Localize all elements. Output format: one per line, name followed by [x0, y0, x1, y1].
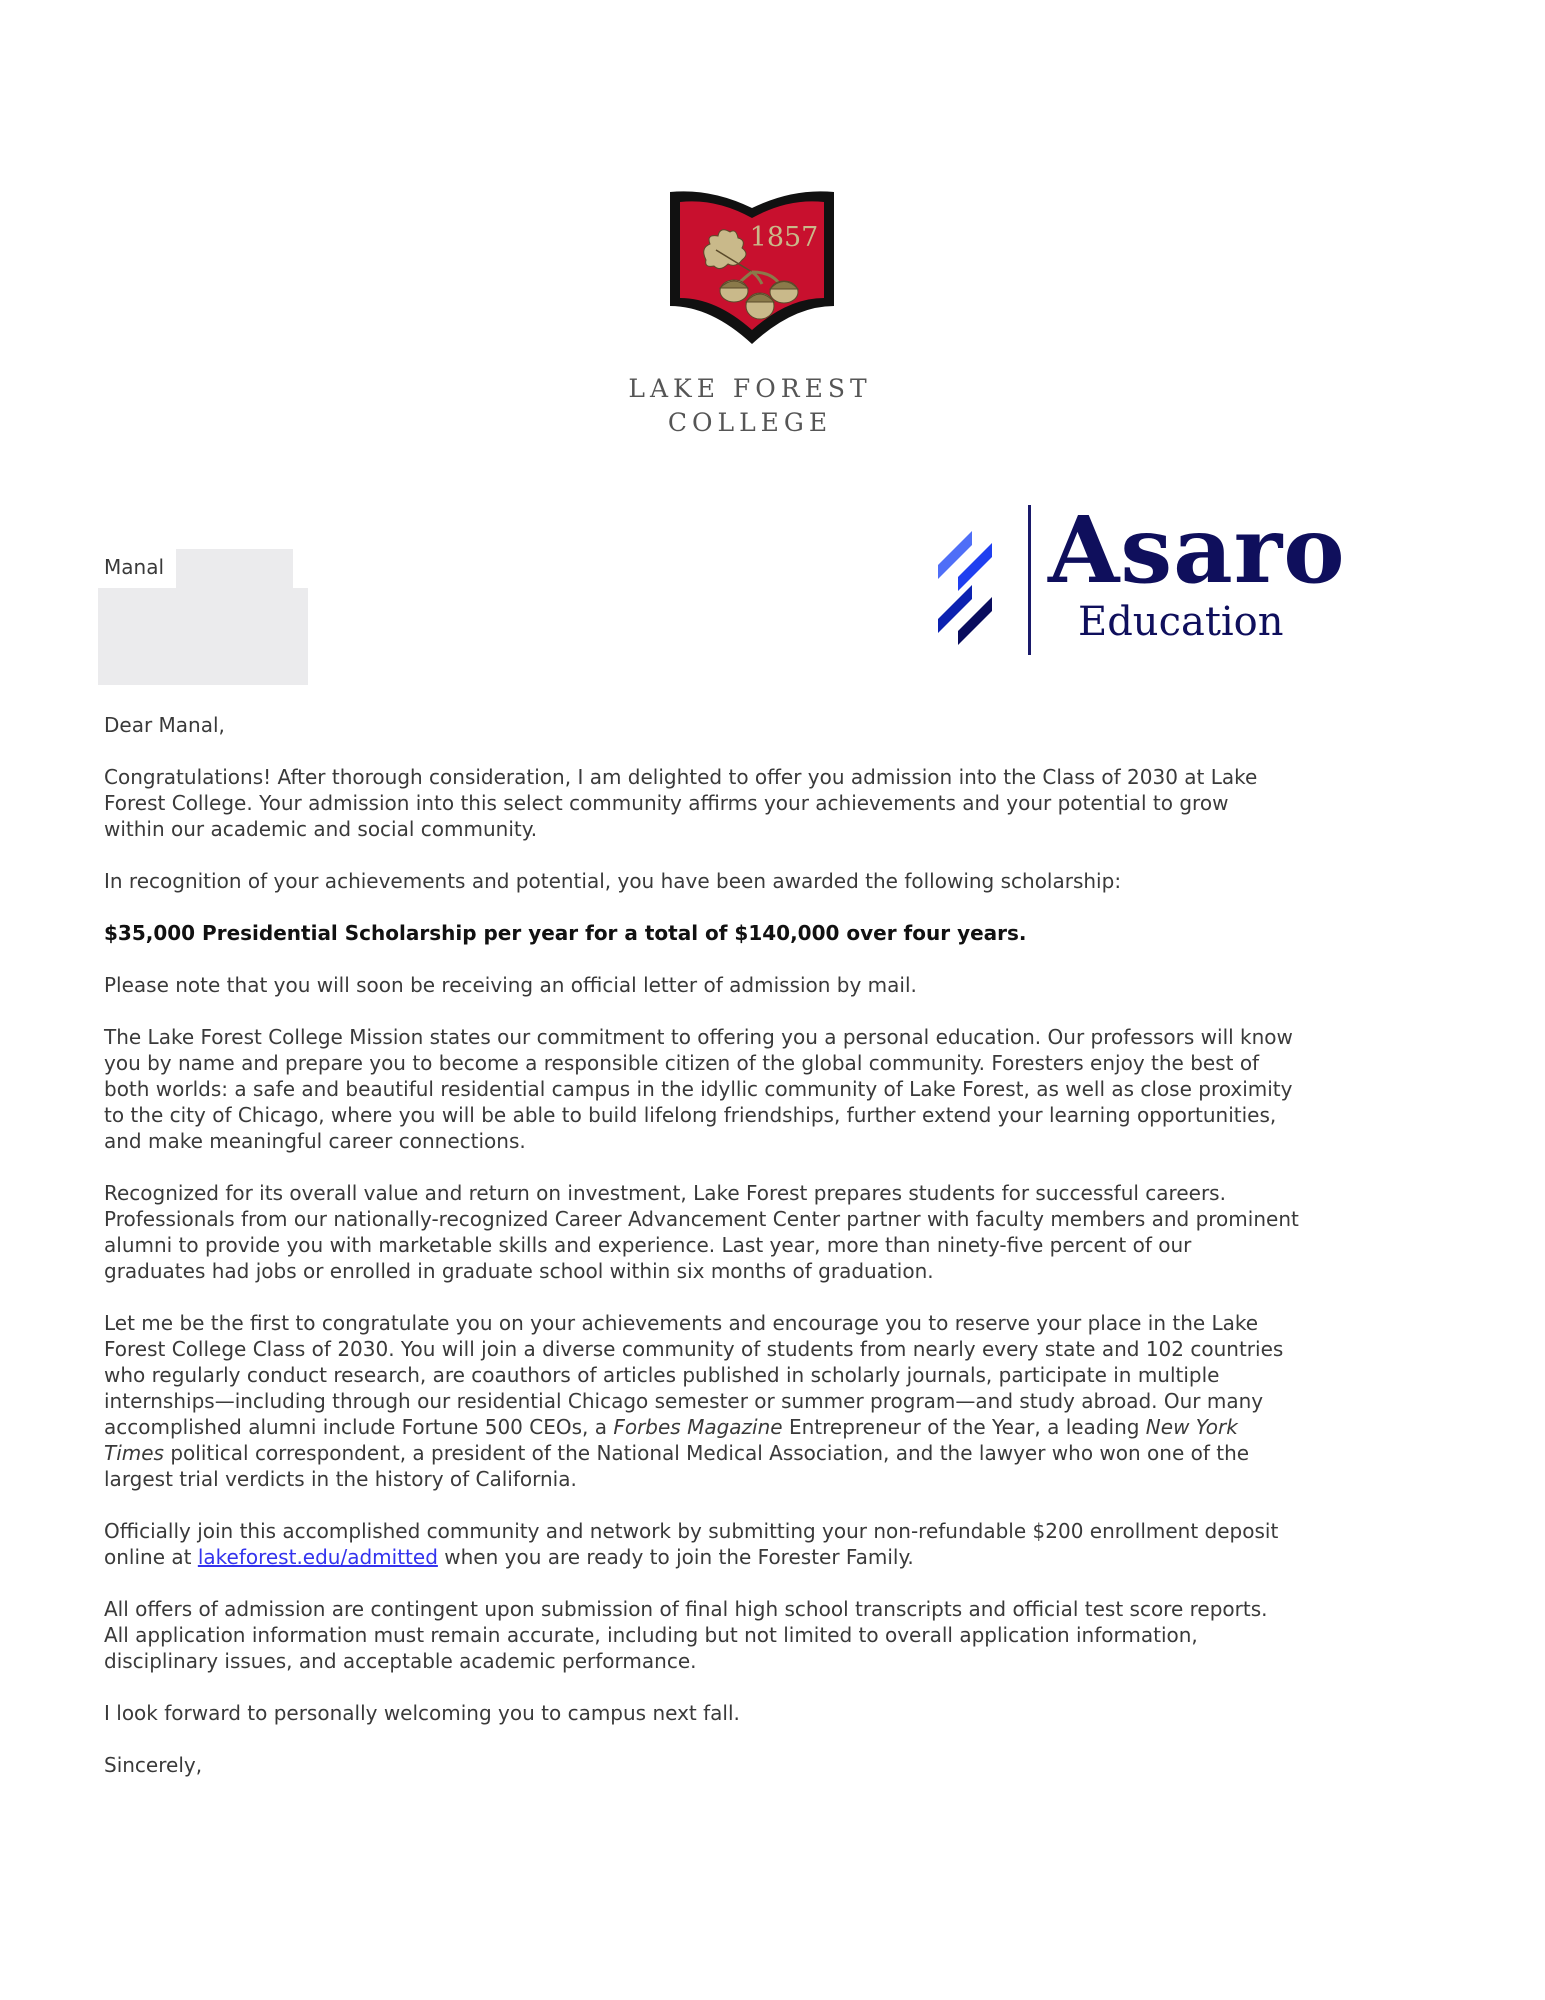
college-name — [600, 372, 900, 440]
paragraph-contingency — [104, 1596, 1434, 1674]
paragraph-recognition: In recognition of your achievements and potential, you have been awarded the following scholarship: — [104, 869, 1122, 893]
text-line: Officially join this accomplished community and network by submitting your non-refundable $200 enrollment deposit — [104, 1519, 1279, 1543]
scholarship-award: $35,000 Presidential Scholarship per year for a total of $140,000 over four years. — [104, 921, 1027, 945]
paragraph-mission — [104, 1024, 1434, 1154]
text-line: both worlds: a safe and beautiful residential campus in the idyllic community of Lake Forest, as well as close proximity — [104, 1077, 1293, 1101]
asaro-divider — [1028, 505, 1031, 655]
asaro-stripes-icon — [930, 505, 1020, 655]
text-line: All application information must remain accurate, including but not limited to overall application information, — [104, 1623, 1198, 1647]
asaro-brand-subtitle: Education — [1078, 599, 1284, 645]
college-name-line2: COLLEGE — [667, 408, 833, 437]
letter-body — [104, 712, 1434, 1804]
paragraph-deposit — [104, 1518, 1434, 1570]
redacted-last-name — [176, 549, 293, 588]
text-segment: when you are ready to join the Forester Family. — [437, 1545, 914, 1569]
text-line — [104, 1544, 1434, 1570]
italic-times: Times — [104, 1441, 164, 1465]
asaro-brand-name: Asaro — [1048, 496, 1346, 604]
college-name-line1: LAKE FOREST — [628, 374, 872, 403]
text-line: Forest College. Your admission into this select community affirms your achievements and your potential to grow — [104, 791, 1229, 815]
paragraph-official-letter: Please note that you will soon be receiving an official letter of admission by mail. — [104, 973, 917, 997]
text-line: to the city of Chicago, where you will be able to build lifelong friendships, further extend your learning opportunities, — [104, 1103, 1277, 1127]
paragraph-congratulations — [104, 764, 1434, 842]
text-line: Professionals from our nationally-recognized Career Advancement Center partner with faculty members and prominent — [104, 1207, 1299, 1231]
text-line: Forest College Class of 2030. You will join a diverse community of students from nearly every state and 102 countries — [104, 1337, 1284, 1361]
college-founding-year: 1857 — [749, 222, 819, 253]
acorn-icon — [720, 280, 748, 302]
text-line — [104, 1414, 1434, 1440]
text-line: graduates had jobs or enrolled in graduate school within six months of graduation. — [104, 1259, 934, 1283]
text-line: Congratulations! After thorough consideration, I am delighted to offer you admission into the Class of 2030 at Lake — [104, 765, 1258, 789]
college-shield-icon — [666, 188, 838, 348]
recipient-name: Manal — [104, 555, 164, 579]
text-segment: Entrepreneur of the Year, a leading — [782, 1415, 1146, 1439]
text-line: largest trial verdicts in the history of California. — [104, 1467, 577, 1491]
acorn-icon — [770, 281, 798, 303]
italic-new-york: New York — [1145, 1415, 1238, 1439]
asaro-education-watermark — [930, 496, 1346, 665]
text-segment: online at — [104, 1545, 198, 1569]
paragraph-closing-remark: I look forward to personally welcoming you to campus next fall. — [104, 1701, 740, 1725]
salutation: Dear Manal, — [104, 713, 225, 737]
text-line: Let me be the first to congratulate you on your achievements and encourage you to reserve your place in the Lake — [104, 1311, 1259, 1335]
text-line: within our academic and social community. — [104, 817, 538, 841]
italic-forbes: Forbes Magazine — [613, 1415, 783, 1439]
text-line — [104, 1440, 1434, 1466]
redacted-address — [98, 588, 308, 685]
acorn-icon — [746, 293, 774, 319]
college-logo — [666, 188, 838, 348]
text-line: Recognized for its overall value and return on investment, Lake Forest prepares students for successful careers. — [104, 1181, 1226, 1205]
closing: Sincerely, — [104, 1753, 203, 1777]
text-line: who regularly conduct research, are coauthors of articles published in scholarly journals, participate in multiple — [104, 1363, 1220, 1387]
paragraph-community — [104, 1310, 1434, 1492]
text-line: All offers of admission are contingent upon submission of final high school transcripts and official test score reports. — [104, 1597, 1268, 1621]
text-line: disciplinary issues, and acceptable academic performance. — [104, 1649, 697, 1673]
text-line: and make meaningful career connections. — [104, 1129, 526, 1153]
admitted-link[interactable]: lakeforest.edu/admitted — [197, 1545, 438, 1569]
text-line: The Lake Forest College Mission states our commitment to offering you a personal education. Our professors will know — [104, 1025, 1293, 1049]
text-line: alumni to provide you with marketable skills and experience. Last year, more than ninety-five percent of our — [104, 1233, 1192, 1257]
text-line: you by name and prepare you to become a responsible citizen of the global community. Foresters enjoy the best of — [104, 1051, 1260, 1075]
paragraph-careers — [104, 1180, 1434, 1284]
text-line: internships—including through our residential Chicago semester or summer program—and study abroad. Our many — [104, 1389, 1264, 1413]
text-segment: accomplished alumni include Fortune 500 CEOs, a — [104, 1415, 614, 1439]
text-segment: political correspondent, a president of the National Medical Association, and the lawyer who won one of the — [163, 1441, 1250, 1465]
